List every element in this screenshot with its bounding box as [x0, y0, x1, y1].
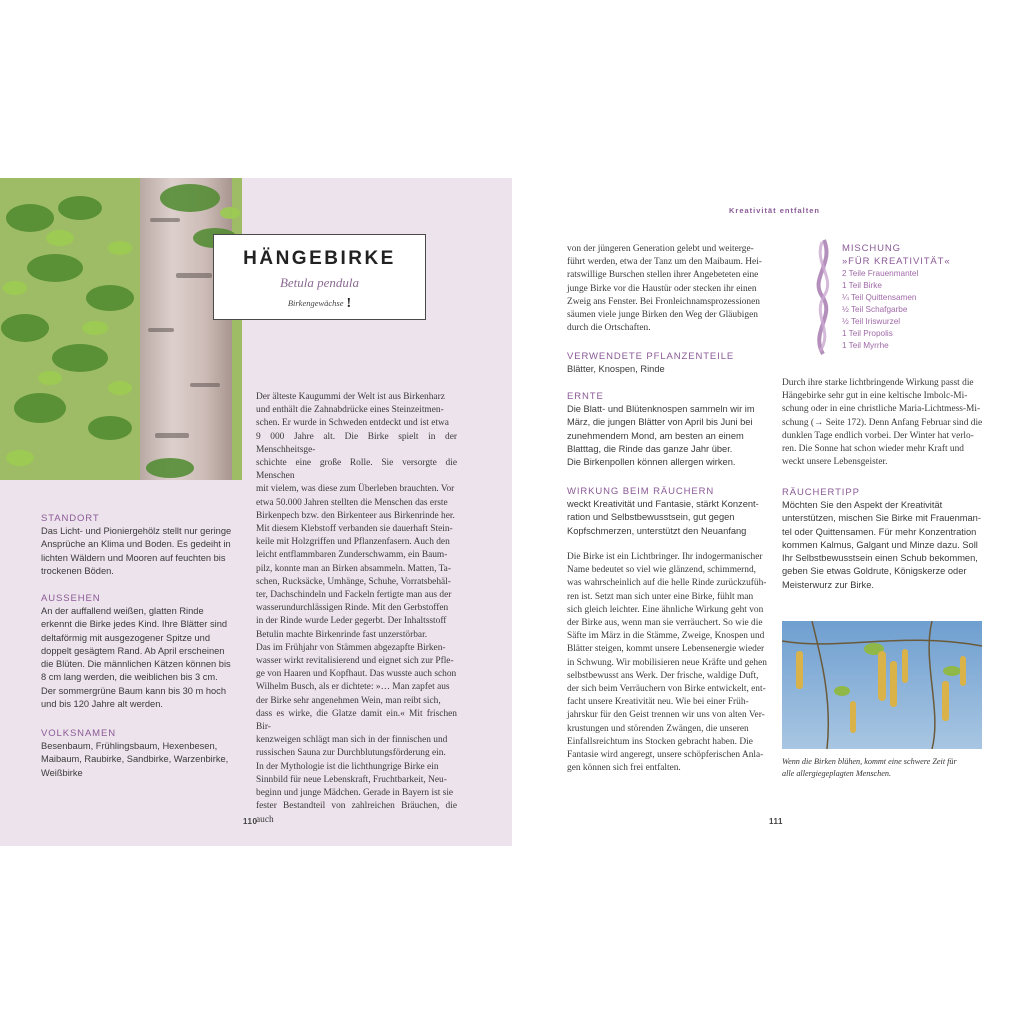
text-line: weckt unsere Lebensgeister. [782, 457, 888, 468]
text-line: führt werden, etwa der Tanz um den Maibaum. Hei- [567, 257, 762, 268]
text-line: fester Bestandteil von zahlreichen Bräuchen, die auch [256, 801, 457, 825]
text-line: Meisterwurz zur Birke. [782, 579, 874, 590]
text-line: Das Licht- und Pioniergehölz stellt nur geringe [41, 526, 232, 536]
smoke-ornament-icon [808, 236, 838, 356]
text-line: ren. Die Sonne hat schon wieder mehr Kraft und [782, 444, 964, 455]
text-line: Betulin machte Birkenrinde fast unzerstörbar. [256, 629, 428, 640]
text-line: Die Blatt- und Blütenknospen sammeln wir im [567, 404, 755, 414]
pflanzenteile-text [567, 363, 772, 376]
text-line: Maibaum, Raubirke, Sandbirke, Warzenbirke, [41, 754, 229, 765]
text-line: 9 000 Jahre alt. Die Birke spielt in der Menschheitsge- [256, 431, 457, 455]
plant-title: HÄNGEBIRKE [243, 248, 396, 269]
text-line: dass es wirke, die Glatze damit ein.« Mit frischen Bir- [256, 708, 457, 733]
mixture-item: ½ Teil Schafgarbe [842, 305, 908, 314]
text-line: Möchten Sie den Aspekt der Kreativität [782, 500, 943, 510]
caption-line: Wenn die Birken blühen, kommt eine schwere Zeit für [782, 757, 957, 766]
text-line: deltaförmig mit ausgezogener Spitze und [41, 632, 210, 643]
text-line: Besenbaum, Frühlingsbaum, Hexenbesen, [41, 741, 218, 751]
text-line: kommen Kalmus, Galgant und Minze dazu. Soll [782, 539, 978, 550]
volksnamen-heading: VOLKSNAMEN [41, 728, 116, 739]
text-line: säumen viele junge Birken den Weg der Gläubigen [567, 310, 758, 321]
page-number-left: 110 [243, 817, 258, 826]
text-line: trockenen Böden. [41, 565, 114, 576]
running-head: Kreativität entfalten [729, 206, 821, 215]
text-line: erkennt die Birke jedes Kind. Ihre Blätter sind [41, 619, 228, 630]
text-line: von der jüngeren Generation gelebt und weiterge- [567, 244, 754, 254]
mixture-item: 1 Teil Myrrhe [842, 341, 889, 350]
text-line: In der Mythologie ist die lichthungrige Birke ein [256, 761, 439, 772]
text-line: facht unsere Kreativität neu. Wie bei einer Früh- [567, 697, 749, 708]
latin-name: Betula pendula [279, 275, 360, 290]
mixture-subheading: »FÜR KREATIVITÄT« [842, 256, 951, 267]
text-line: kenzweigen schlägt man sich in der finnischen und [256, 735, 448, 746]
text-line: 8 cm lang werden, die weiblichen bis 3 cm. [41, 672, 218, 683]
text-line: und bis 120 Jahre alt werden. [41, 699, 163, 710]
text-line: Wilhelm Busch, als er dichtete: »… Man zapfet aus [256, 682, 450, 693]
plant-family [214, 296, 425, 312]
text-line: der Birke sehr angenehmen Wein, man reibt sich, [256, 695, 441, 706]
pflanzenteile-heading: VERWENDETE PFLANZENTEILE [567, 351, 735, 362]
text-line: wasserundurchlässigen Rinde. Mit den Gerbstoffen [256, 603, 449, 614]
text-line: etwa 50.000 Jahren stellten die Menschen das erste [256, 497, 448, 508]
text-line: die Blüten. Die männlichen Kätzen können bis [41, 659, 231, 670]
text-line: russischen Sauna zur Durchblutungsförderung ein. [256, 748, 446, 759]
text-line: Hängebirke sehr gut in eine keltische Imbolc-Mi- [782, 391, 968, 402]
text-line: junge Birke vor die Haustür oder stecken ihr einen [567, 283, 757, 294]
intro-text [567, 243, 769, 335]
text-line: Säfte im März in die Stämme, Zweige, Knospen und [567, 631, 765, 642]
mixture-item: 2 Teile Frauenmantel [842, 269, 919, 278]
text-line: An der auffallend weißen, glatten Rinde [41, 606, 204, 616]
ernte-text [567, 403, 772, 469]
text-line: Der sommergrüne Baum kann bis 30 m hoch [41, 685, 226, 696]
text-line: Name bedeutet so viel wie glänzend, schimmernd, [567, 565, 757, 576]
left-body-column [256, 391, 457, 827]
text-line: doppelt gesägtem Rand. Ab April erscheinen [41, 645, 225, 656]
mixture-item: 1 Teil Propolis [842, 329, 893, 338]
text-line: März, die jungen Blätter von April bis Juni bei [567, 417, 753, 428]
text-line: Der älteste Kaugummi der Welt ist aus Birkenharz [256, 392, 445, 402]
text-line: gen können sich frei entfalten. [567, 763, 681, 774]
text-line: selbstbewusst ans Werk. Der frische, waldige Duft, [567, 670, 759, 681]
text-line: und enthält die Zahnabdrücke eines Steinzeitmen- [256, 405, 444, 416]
text-line: Fantasie wird angeregt, unsere schöpferischen Anla- [567, 750, 764, 761]
right-body-column [567, 551, 769, 775]
text-line: schichte eine große Rolle. Sie versorgte die Menschen [256, 458, 457, 482]
raeuchertipp-heading: RÄUCHERTIPP [782, 487, 860, 498]
birch-catkins-photo [782, 621, 982, 749]
text-line: was wahrscheinlich auf die helle Rinde zurückzufüh- [567, 578, 767, 589]
mixture-text [782, 377, 984, 469]
text-line: lichten Wäldern und Mooren auf feuchten bis [41, 552, 226, 563]
text-line: ge von Haaren und Kopfhaut. Das wusste auch schon [256, 669, 457, 680]
text-line: Durch ihre starke lichtbringende Wirkung passt die [782, 378, 974, 388]
text-line: Ihr Selbstbewusstsein einen Schub bekommen, [782, 553, 978, 564]
ernte-heading: ERNTE [567, 391, 604, 402]
photo-caption [782, 756, 982, 779]
text-line: in der Rinde wurde Leder gegerbt. Der Inhaltsstoff [256, 616, 447, 627]
text-line: jahrskur für den Geist trennen wir uns von alten Ver- [567, 710, 765, 721]
text-line: schung oder in eine christliche Maria-Lichtmess-Mi- [782, 404, 981, 415]
text-line: wasser wirkt revitalisierend und eignet sich zur Pfle- [256, 656, 454, 667]
aussehen-text [41, 605, 241, 711]
text-line: in Schwung. Wir mobilisieren neue Kräfte und gehen [567, 657, 767, 668]
text-line: tel oder Quittensamen. Für mehr Konzentration [782, 526, 977, 537]
text-line: schung (→ Seite 172). Denn Anfang Februar sind die [782, 417, 983, 428]
text-line: Weißbirke [41, 767, 83, 778]
text-line: Kopfschmerzen, unterstützt den Neuanfang [567, 525, 747, 536]
text-line: Die Birkenpollen können allergen wirken. [567, 457, 736, 468]
mixture-item: ½ Teil Iriswurzel [842, 317, 901, 326]
text-line: ratswillige Burschen stellen ihrer Angebeteten eine [567, 270, 759, 281]
text-line: ren ist. Setzt man sich unter eine Birke, fühlt man [567, 591, 754, 602]
mixture-item: 1 Teil Birke [842, 281, 882, 290]
text-line: durch die Ortschaften. [567, 323, 651, 334]
wirkung-text [567, 498, 772, 538]
standort-text [41, 525, 241, 578]
text-line: pilz, konnte man an Birken absammeln. Matten, Ta- [256, 563, 451, 574]
mixture-box [842, 242, 951, 352]
warning-mark: ! [346, 296, 352, 311]
raeuchertipp-text [782, 499, 987, 592]
text-line: Blätter, Knospen, Rinde [567, 364, 665, 374]
text-line: der Birke aus, wenn man sie verräuchert. So wie die [567, 618, 763, 629]
text-line: weckt Kreativität und Fantasie, stärkt Konzent- [567, 499, 759, 509]
text-line: schen, Rucksäcke, Umhänge, Schuhe, Vorratsbehäl- [256, 576, 451, 587]
caption-line: alle allergiegeplagten Menschen. [782, 768, 892, 778]
page-number-right: 111 [769, 817, 783, 826]
text-line: Zweig ans Fenster. Bei Fronleichnamsprozessionen [567, 296, 760, 307]
text-line: Blätter steigen, kommt unsere Lebensenergie wieder [567, 644, 765, 655]
title-box [213, 234, 426, 320]
text-line: der sich beim Verräuchern von Birke entwickelt, ent- [567, 684, 766, 695]
text-line: zunehmendem Mond, am besten an einem [567, 430, 744, 441]
wirkung-heading: WIRKUNG BEIM RÄUCHERN [567, 486, 715, 497]
text-line: unterstützen, mischen Sie Birke mit Frauenman- [782, 513, 981, 524]
mixture-heading: MISCHUNG [842, 243, 901, 254]
text-line: schen. Er wurde in Schweden entdeckt und ist etwa [256, 418, 449, 429]
standort-heading: STANDORT [41, 513, 100, 524]
aussehen-heading: AUSSEHEN [41, 593, 101, 604]
mixture-item: ¼ Teil Quittensamen [842, 293, 917, 302]
text-line: Mit diesem Klebstoff verbanden sie dauerhaft Stein- [256, 524, 453, 535]
text-line: Das im Frühjahr von Stämmen abgezapfte Birken- [256, 642, 446, 653]
text-line: Birkenpech bzw. den Birkenteer aus Birkenrinde her. [256, 510, 455, 521]
text-line: Sinnbild für neue Lebenskraft, Fruchtbarkeit, Neu- [256, 774, 447, 785]
text-line: leicht entflammbaren Zunderschwamm, ein Baum- [256, 550, 448, 561]
birch-trunk-photo [0, 178, 242, 480]
text-line: keile mit Holzgriffen und Pflanzenfasern. Auch den [256, 537, 450, 548]
text-line: dunklen Tage endlich vorbei. Der Winter hat verlo- [782, 430, 974, 441]
text-line: ration und Selbstbewusstsein, gut gegen [567, 512, 735, 523]
text-line: krustungen und störenden Zwängen, die unseren [567, 723, 749, 734]
plant-family-label: Birkengewächse [287, 298, 344, 308]
text-line: Die Birke ist ein Lichtbringer. Ihr indogermanischer [567, 552, 763, 562]
text-line: geben Sie etwas Goldrute, Königskerze oder [782, 566, 967, 577]
volksnamen-text [41, 740, 246, 780]
text-line: mit vielem, was diese zum Überleben brauchten. Vor [256, 484, 455, 495]
text-line: Ansprüche an Klima und Boden. Es gedeiht in [41, 539, 231, 550]
text-line: beginn und junge Mädchen. Gerade in Bayern ist sie [256, 788, 454, 799]
text-line: Blatttag, die Rinde das ganze Jahr über. [567, 443, 733, 454]
text-line: sich gleich leichter. Eine ähnliche Wirkung geht von [567, 604, 764, 615]
text-line: Einfallsreichtum ins Stocken gebracht haben. Die [567, 736, 753, 747]
text-line: ter, Dachschindeln und Fackeln fertigte man aus der [256, 590, 452, 601]
